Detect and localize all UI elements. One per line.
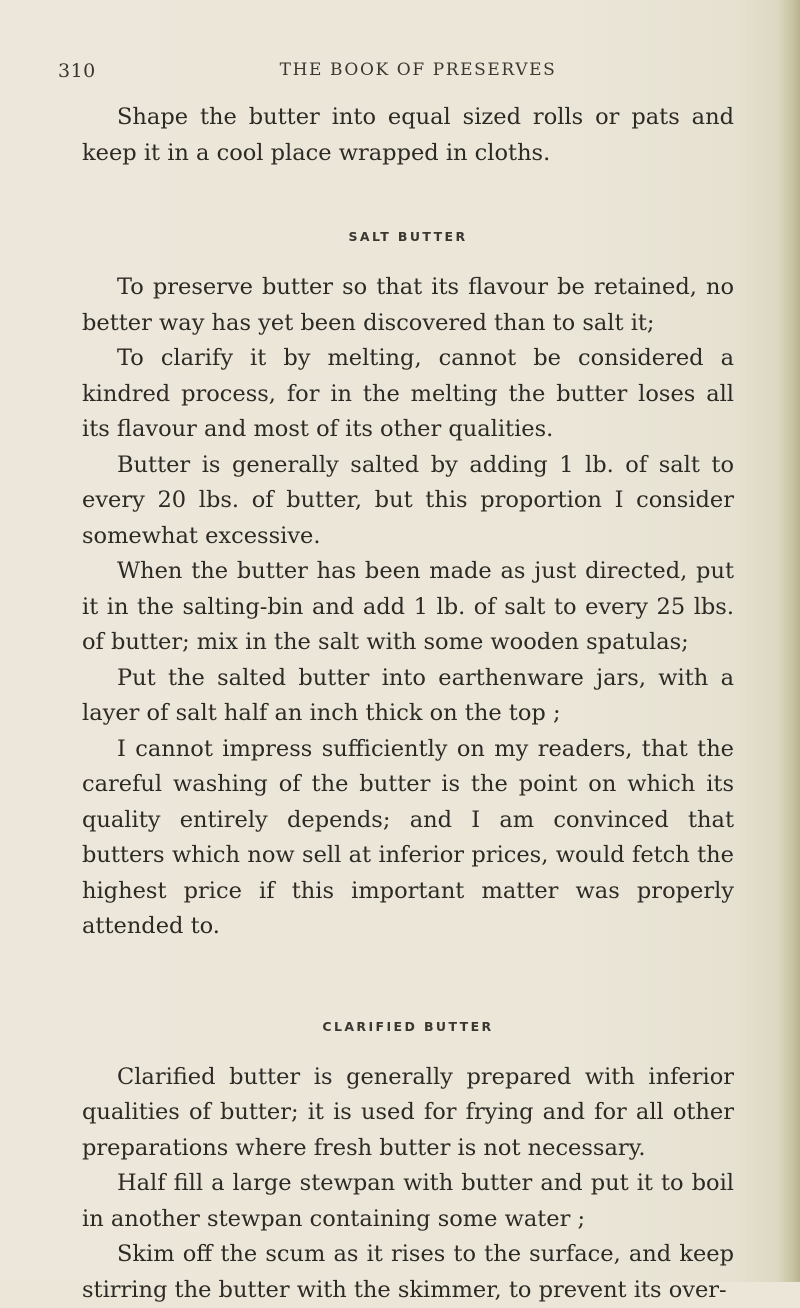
paragraph: To preserve butter so that its flavour be retained, no better way has yet been discovered than to salt it; xyxy=(82,274,734,336)
section-heading-salt-butter: SALT BUTTER xyxy=(348,229,468,244)
page-edge-shadow xyxy=(778,0,800,1282)
section-heading-clarified-butter: CLARIFIED BUTTER xyxy=(322,1018,494,1034)
paragraph: When the butter has been made as just directed, put it in the salting-bin and add 1 lb. of salt to every 25 lbs. of butter; mix in the salt with some wooden spatulas; xyxy=(82,558,734,655)
paragraph: I cannot impress sufficiently on my readers, that the careful washing of the butter is the point on which its quality entirely depends; and I am convinced that butters which now sell at inferior prices, would fetch the highest price if this important matter was properly attended to. xyxy=(82,735,734,939)
paragraph: Put the salted butter into earthenware jars, with a layer of salt half an inch thick on the top ; xyxy=(82,664,734,726)
page-content xyxy=(82,100,734,1308)
paragraph: Half fill a large stewpan with butter and put it to boil in another stewpan containing some water ; xyxy=(82,1170,734,1232)
paragraph: Butter is generally salted by adding 1 lb. of salt to every 20 lbs. of butter, but this proportion I consider somewhat excessive. xyxy=(82,451,734,549)
paragraph: Clarified butter is generally prepared with inferior qualities of butter; it is used for frying and for all other preparations where fresh butter is not necessary. xyxy=(82,1063,734,1161)
page-header xyxy=(58,60,738,90)
paragraph: To clarify it by melting, cannot be considered a kindred process, for in the melting the butter loses all its flavour and most of its other qualities. xyxy=(82,345,734,442)
running-head: THE BOOK OF PRESERVES xyxy=(279,60,557,80)
paragraph: Shape the butter into equal sized rolls or pats and keep it in a cool place wrapped in cloths. xyxy=(82,104,734,166)
page-number: 310 xyxy=(58,60,96,82)
paragraph: Skim off the scum as it rises to the surface, and keep stirring the butter with the skimmer, to prevent its over- xyxy=(82,1241,734,1303)
